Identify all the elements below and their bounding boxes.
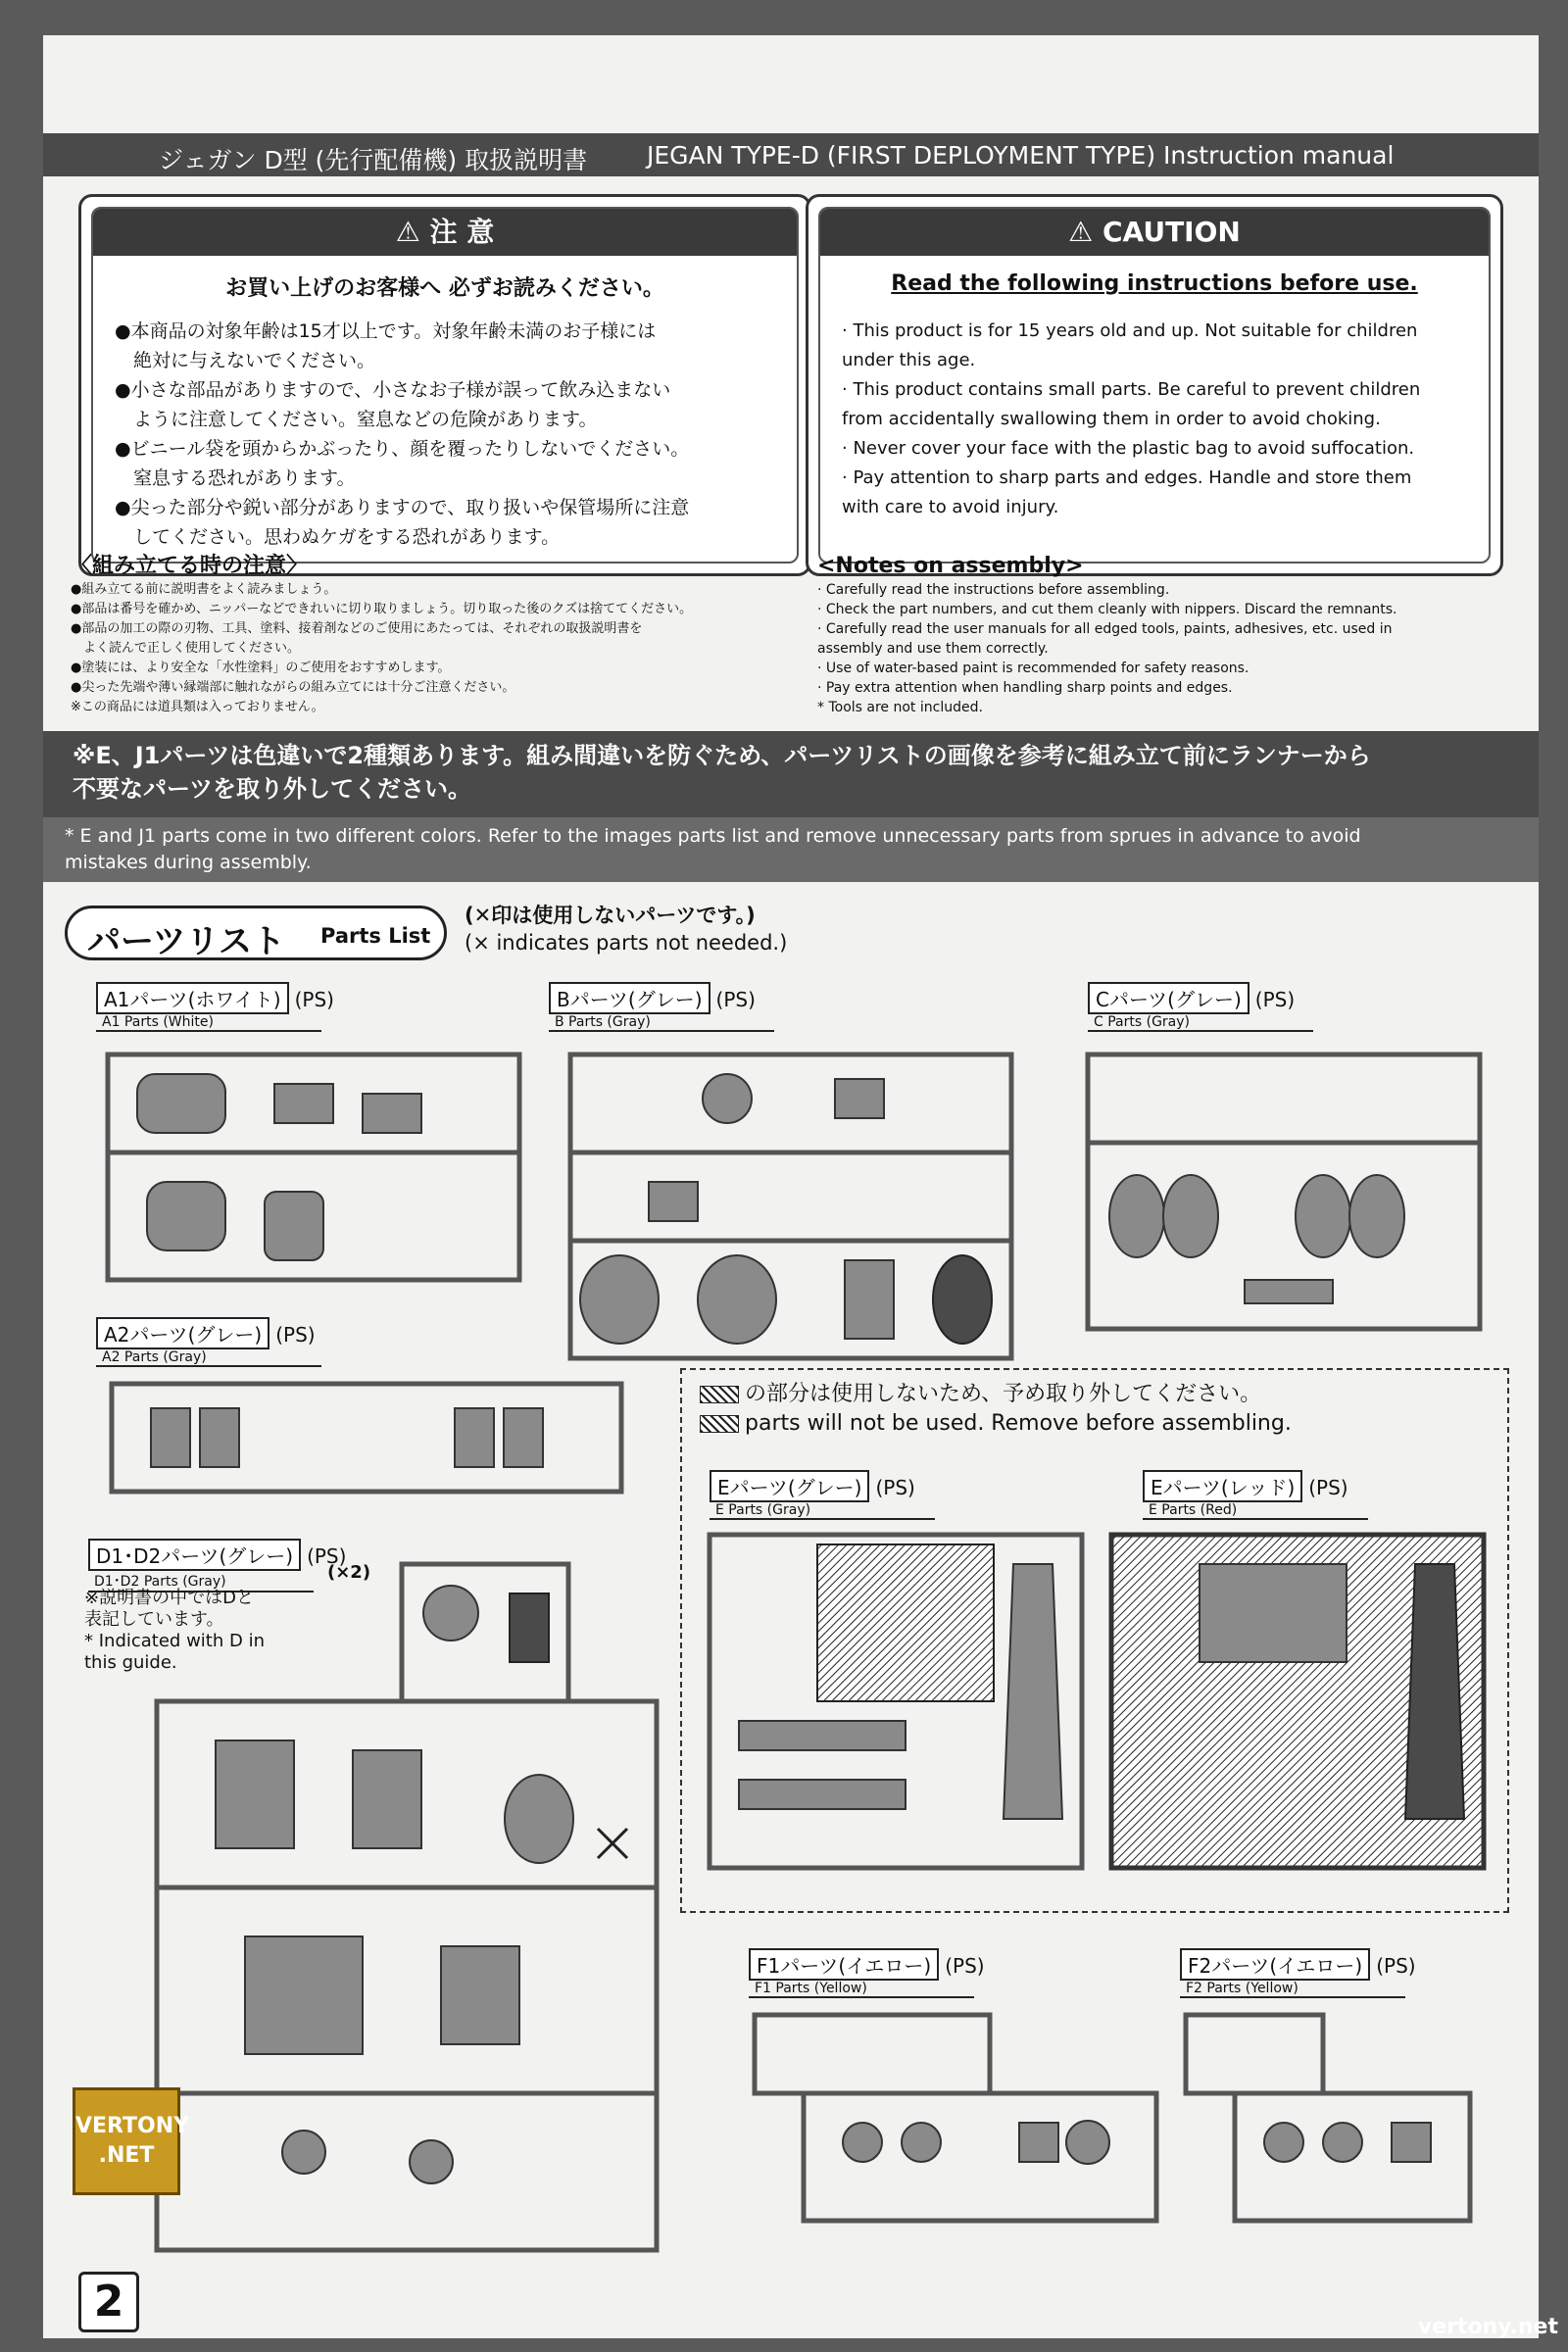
assembly-notes-jp bbox=[71, 554, 796, 717]
parts-list-note bbox=[465, 902, 787, 956]
list-item: ※この商品には道具類は入っておりません。 bbox=[71, 700, 324, 714]
sprue-material: (PS) bbox=[1254, 988, 1296, 1011]
sprue-material: (PS) bbox=[945, 1954, 985, 1978]
list-item: 窒息する恐れがあります。 bbox=[115, 467, 356, 489]
sprue-material: (PS) bbox=[1376, 1954, 1416, 1978]
d-note-line: ※説明書の中ではDと bbox=[84, 1588, 254, 1608]
sprue-c-diagram bbox=[1078, 1045, 1490, 1339]
manual-page bbox=[43, 35, 1539, 2338]
color-notice-line: * E and J1 parts come in two different colors. Refer to the images parts list and remove unnecessary parts from sprues in advance to avoid bbox=[65, 825, 1361, 847]
sprue-label-b bbox=[549, 982, 774, 1032]
sprue-name-en: F1 Parts (Yellow) bbox=[749, 1981, 974, 1998]
list-item: · This product contains small parts. Be careful to prevent children bbox=[842, 379, 1421, 400]
caution-list-en bbox=[842, 317, 1469, 522]
logo-line: .NET bbox=[98, 2143, 155, 2168]
sprue-a2-diagram bbox=[102, 1364, 631, 1501]
sprue-name-en: B Parts (Gray) bbox=[549, 1014, 774, 1032]
sprue-name: A1パーツ(ホワイト) bbox=[96, 982, 289, 1014]
d-note-line: * Indicated with D in bbox=[84, 1631, 265, 1651]
sprue-label-a1 bbox=[96, 982, 334, 1032]
sprue-label-c bbox=[1088, 982, 1313, 1032]
list-item: · Use of water-based paint is recommended for safety reasons. bbox=[817, 661, 1250, 676]
site-watermark: vertony.net bbox=[1417, 2315, 1558, 2339]
list-item: ●塗装には、より安全な「水性塗料」のご使用をおすすめします。 bbox=[71, 661, 451, 675]
color-notice-line: ※E、J1パーツは色違いで2種類あります。組み間違いを防ぐため、パーツリストの画像を参考に組み立て前にランナーから bbox=[73, 742, 1371, 769]
d-note-line: this guide. bbox=[84, 1652, 177, 1673]
hatch-swatch-icon bbox=[700, 1415, 739, 1433]
caution-title-jp: ⚠ 注 意 bbox=[93, 209, 797, 256]
sprue-material: (PS) bbox=[275, 1323, 316, 1347]
sprue-name-en: A2 Parts (Gray) bbox=[96, 1349, 321, 1367]
parts-note-en: (× indicates parts not needed.) bbox=[465, 931, 788, 955]
list-item: · This product is for 15 years old and up. Not suitable for children bbox=[842, 320, 1418, 341]
sprue-label-f2 bbox=[1180, 1948, 1416, 1998]
sprue-material: (PS) bbox=[875, 1476, 915, 1499]
list-item: ●尖った部分や鋭い部分がありますので、取り扱いや保管場所に注意 bbox=[115, 497, 690, 518]
unused-note-jp: の部分は使用しないため、予め取り外してください。 bbox=[745, 1382, 1262, 1406]
sprue-e-red-diagram bbox=[1102, 1525, 1494, 1878]
sprue-f1-diagram bbox=[745, 2005, 1176, 2230]
caution-subtitle-jp: お買い上げのお客様へ 必ずお読みください。 bbox=[225, 276, 664, 301]
sprue-name: D1･D2パーツ(グレー) bbox=[88, 1539, 301, 1571]
title-en: JEGAN TYPE-D (FIRST DEPLOYMENT TYPE) Instruction manual bbox=[647, 141, 1395, 170]
caution-box-en bbox=[806, 194, 1503, 576]
sprue-name: A2パーツ(グレー) bbox=[96, 1317, 270, 1349]
vertony-logo bbox=[73, 2087, 190, 2195]
caution-list-jp bbox=[115, 317, 777, 552]
hatch-swatch-icon bbox=[700, 1386, 739, 1403]
color-notice-jp bbox=[43, 731, 1539, 817]
unused-parts-note bbox=[700, 1380, 1292, 1439]
list-item: ●小さな部品がありますので、小さなお子様が誤って飲み込まない bbox=[115, 379, 671, 401]
list-item: under this age. bbox=[842, 350, 976, 370]
list-item: よく読んで正しく使用してください。 bbox=[71, 641, 301, 656]
list-item: ●尖った先端や薄い縁端部に触れながらの組み立てには十分ご注意ください。 bbox=[71, 680, 515, 695]
list-item: assembly and use them correctly. bbox=[817, 641, 1049, 657]
sprue-label-e-gray bbox=[710, 1470, 935, 1520]
sprue-label-e-red bbox=[1143, 1470, 1368, 1520]
sprue-name: Eパーツ(グレー) bbox=[710, 1470, 869, 1502]
title-jp: ジェガン D型 (先行配備機) 取扱説明書 bbox=[159, 146, 588, 174]
header-bar bbox=[43, 133, 1539, 176]
logo-line: VERTONY bbox=[75, 2114, 190, 2138]
list-item: ●部品は番号を確かめ、ニッパーなどできれいに切り取りましょう。切り取った後のクズは捨ててください。 bbox=[71, 602, 693, 616]
unused-note-en: parts will not be used. Remove before assembling. bbox=[745, 1411, 1292, 1436]
list-item: ●組み立てる前に説明書をよく読みましょう。 bbox=[71, 582, 337, 597]
sprue-name-en: D1･D2 Parts (Gray) bbox=[88, 1571, 314, 1592]
parts-list-title-en: Parts List bbox=[320, 924, 431, 948]
sprue-name: F2パーツ(イエロー) bbox=[1180, 1948, 1370, 1981]
caution-box-jp bbox=[78, 194, 811, 576]
sprue-name-en: F2 Parts (Yellow) bbox=[1180, 1981, 1405, 1998]
sprue-d-diagram bbox=[147, 1554, 666, 2260]
list-item: 絶対に与えないでください。 bbox=[115, 350, 376, 371]
sprue-name-en: C Parts (Gray) bbox=[1088, 1014, 1313, 1032]
sprue-f2-diagram bbox=[1176, 2005, 1490, 2230]
sprue-material: (PS) bbox=[1308, 1476, 1348, 1499]
sprue-name: Cパーツ(グレー) bbox=[1088, 982, 1250, 1014]
color-notice-en bbox=[43, 817, 1539, 882]
notes-title-en: <Notes on assembly> bbox=[817, 554, 1084, 578]
list-item: ●ビニール袋を頭からかぶったり、顔を覆ったりしないでください。 bbox=[115, 438, 690, 460]
sprue-material: (PS) bbox=[715, 988, 756, 1011]
sprue-quantity: (×2) bbox=[327, 1562, 371, 1583]
parts-list-title-jp: パーツリスト bbox=[87, 922, 285, 961]
sprue-name: F1パーツ(イエロー) bbox=[749, 1948, 939, 1981]
caution-subtitle-en: Read the following instructions before use. bbox=[891, 271, 1418, 296]
sprue-material: (PS) bbox=[294, 988, 334, 1011]
list-item: ように注意してください。窒息などの危険があります。 bbox=[115, 409, 598, 430]
list-item: * Tools are not included. bbox=[817, 700, 983, 715]
notes-title-jp: 〈組み立てる時の注意〉 bbox=[71, 554, 309, 578]
page-number: 2 bbox=[78, 2272, 139, 2332]
parts-note-jp: (✕印は使用しないパーツです。) bbox=[465, 904, 756, 927]
sprue-label-f1 bbox=[749, 1948, 985, 1998]
parts-list-title bbox=[65, 906, 447, 960]
color-notice-line: 不要なパーツを取り外してください。 bbox=[73, 775, 472, 803]
sprue-name: Bパーツ(グレー) bbox=[549, 982, 710, 1014]
sprue-e-gray-diagram bbox=[700, 1525, 1092, 1878]
sprue-a1-diagram bbox=[98, 1045, 529, 1290]
list-item: from accidentally swallowing them in order to avoid choking. bbox=[842, 409, 1381, 429]
sprue-name-en: A1 Parts (White) bbox=[96, 1014, 321, 1032]
list-item: · Pay attention to sharp parts and edges. Handle and store them bbox=[842, 467, 1412, 488]
list-item: · Check the part numbers, and cut them cleanly with nippers. Discard the remnants. bbox=[817, 602, 1397, 617]
list-item: · Carefully read the instructions before assembling. bbox=[817, 582, 1170, 598]
list-item: ●本商品の対象年齢は15才以上です。対象年齢未満のお子様には bbox=[115, 320, 657, 342]
list-item: with care to avoid injury. bbox=[842, 497, 1059, 517]
list-item: · Carefully read the user manuals for all edged tools, paints, adhesives, etc. used in bbox=[817, 621, 1393, 637]
sprue-name-en: E Parts (Red) bbox=[1143, 1502, 1368, 1520]
list-item: · Never cover your face with the plastic bag to avoid suffocation. bbox=[842, 438, 1415, 459]
color-notice-line: mistakes during assembly. bbox=[65, 852, 312, 873]
list-item: してください。思わぬケガをする恐れがあります。 bbox=[115, 526, 561, 548]
sprue-name-en: E Parts (Gray) bbox=[710, 1502, 935, 1520]
sprue-b-diagram bbox=[561, 1045, 1021, 1368]
list-item: · Pay extra attention when handling sharp points and edges. bbox=[817, 680, 1233, 696]
assembly-notes-en bbox=[817, 554, 1533, 717]
sprue-name: Eパーツ(レッド) bbox=[1143, 1470, 1302, 1502]
caution-title-en: ⚠ CAUTION bbox=[820, 209, 1489, 256]
d-note-line: 表記しています。 bbox=[84, 1609, 224, 1630]
list-item: ●部品の加工の際の刃物、工具、塗料、接着剤などのご使用にあたっては、それぞれの取扱説明書を bbox=[71, 621, 643, 636]
sprue-label-a2 bbox=[96, 1317, 321, 1367]
sprue-material: (PS) bbox=[307, 1544, 347, 1568]
